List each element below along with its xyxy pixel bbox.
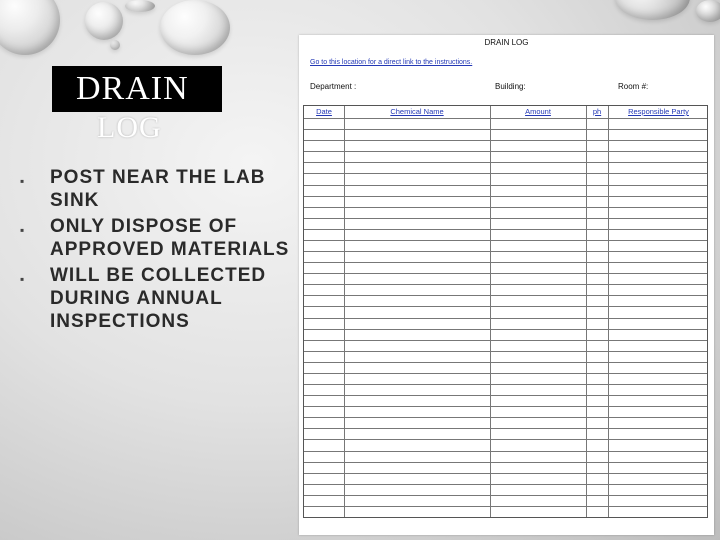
column-divider xyxy=(490,106,491,517)
column-divider xyxy=(344,106,345,517)
table-row xyxy=(304,329,707,330)
table-row xyxy=(304,384,707,385)
table-row xyxy=(304,240,707,241)
bullet-item xyxy=(20,215,295,261)
slide-title-line1: DRAIN xyxy=(76,70,189,107)
column-header-chemical-name: Chemical Name xyxy=(390,107,444,116)
bullet-icon: ▪ xyxy=(20,174,26,188)
room-label: Room #: xyxy=(618,82,649,91)
decorative-bubble xyxy=(696,0,720,22)
table-row xyxy=(304,406,707,407)
bullet-text: ONLY DISPOSE OF APPROVED MATERIALS xyxy=(50,216,290,260)
table-row xyxy=(304,129,707,130)
slide-title xyxy=(52,66,222,112)
table-row xyxy=(304,306,707,307)
bullet-text: WILL BE COLLECTED DURING ANNUAL INSPECTIONS xyxy=(50,265,267,332)
decorative-bubble xyxy=(0,0,60,55)
form-title: DRAIN LOG xyxy=(484,38,529,47)
table-row xyxy=(304,417,707,418)
decorative-bubble xyxy=(85,2,123,40)
decorative-bubble xyxy=(110,40,120,50)
table-row xyxy=(304,318,707,319)
table-row xyxy=(304,473,707,474)
column-divider xyxy=(586,106,587,517)
table-row xyxy=(304,262,707,263)
building-label: Building: xyxy=(495,82,526,91)
table-row xyxy=(304,196,707,197)
bullet-list xyxy=(20,166,295,336)
bullet-icon: ▪ xyxy=(20,272,26,286)
bullet-item xyxy=(20,264,295,333)
table-row xyxy=(304,295,707,296)
table-row xyxy=(304,373,707,374)
instructions-link[interactable]: Go to this location for a direct link to the instructions. xyxy=(310,59,473,66)
table-row xyxy=(304,218,707,219)
table-row xyxy=(304,162,707,163)
table-row xyxy=(304,451,707,452)
table-row xyxy=(304,273,707,274)
drain-log-form-image xyxy=(299,35,714,535)
table-row xyxy=(304,484,707,485)
table-row xyxy=(304,173,707,174)
table-row xyxy=(304,284,707,285)
table-row xyxy=(304,362,707,363)
table-row xyxy=(304,207,707,208)
column-header-amount: Amount xyxy=(525,107,551,116)
table-row xyxy=(304,439,707,440)
column-header-responsible-party: Responsible Party xyxy=(628,107,689,116)
decorative-bubble xyxy=(615,0,690,20)
bullet-item xyxy=(20,166,295,212)
table-row xyxy=(304,506,707,507)
table-row xyxy=(304,140,707,141)
bullet-icon: ▪ xyxy=(20,223,26,237)
table-row xyxy=(304,118,707,119)
table-row xyxy=(304,185,707,186)
bullet-text: POST NEAR THE LAB SINK xyxy=(50,167,266,211)
table-row xyxy=(304,351,707,352)
table-row xyxy=(304,495,707,496)
department-label: Department : xyxy=(310,82,357,91)
table-row xyxy=(304,395,707,396)
slide-title-line2: LOG xyxy=(97,111,162,144)
column-header-ph: ph xyxy=(592,107,602,116)
table-row xyxy=(304,428,707,429)
table-row xyxy=(304,229,707,230)
column-divider xyxy=(608,106,609,517)
table-row xyxy=(304,340,707,341)
decorative-bubble xyxy=(160,0,230,55)
column-header-date: Date xyxy=(316,107,332,116)
table-row xyxy=(304,462,707,463)
table-row xyxy=(304,251,707,252)
log-table xyxy=(303,105,708,518)
table-row xyxy=(304,151,707,152)
decorative-bubble xyxy=(125,0,155,12)
